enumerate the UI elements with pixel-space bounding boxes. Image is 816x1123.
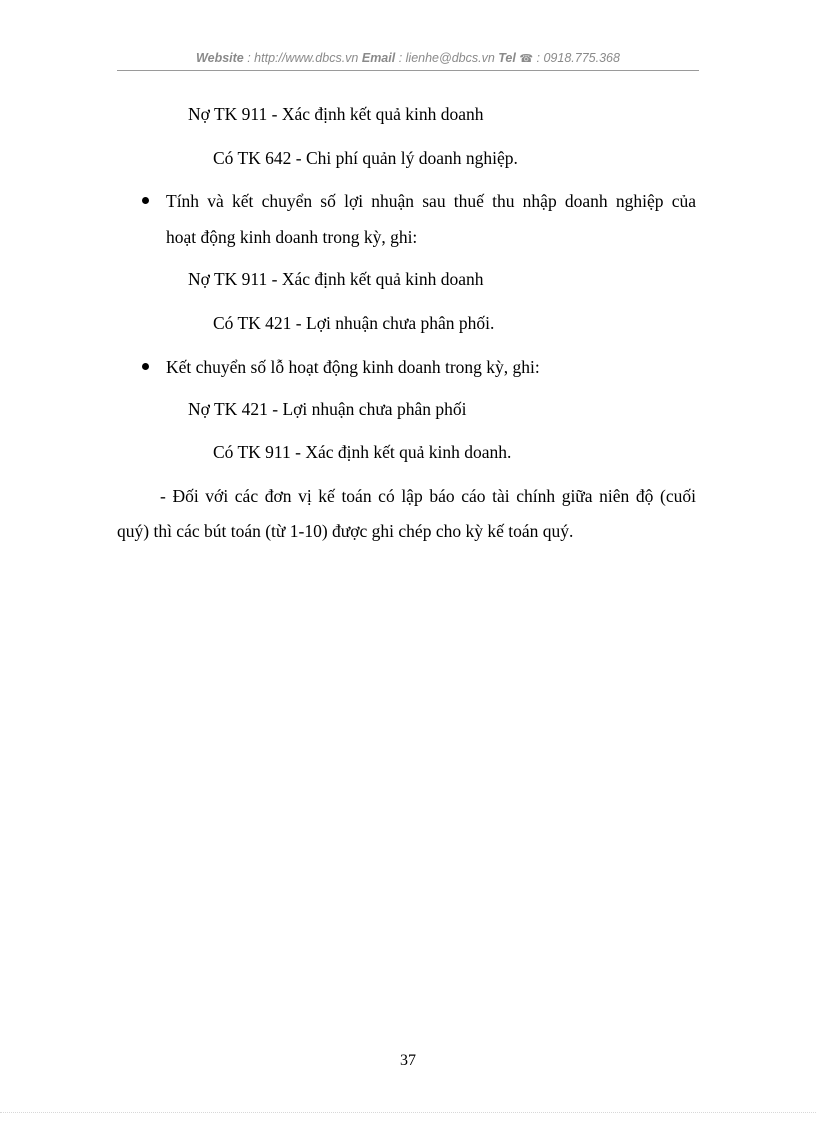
bullet-1-line-2: hoạt động kinh doanh trong kỳ, ghi: (166, 227, 418, 247)
tel-value: : 0918.775.368 (533, 51, 620, 65)
footer-divider (0, 1112, 816, 1113)
entry-debit-911-a: Nợ TK 911 - Xác định kết quả kinh doanh (188, 104, 484, 124)
bullet-dot (142, 363, 149, 370)
header-divider (117, 70, 699, 71)
entry-credit-911: Có TK 911 - Xác định kết quả kinh doanh. (213, 442, 512, 462)
paragraph-line-1: - Đối với các đơn vị kế toán có lập báo cáo tài chính giữa niên độ (cuối (160, 486, 696, 506)
tel-label: Tel (498, 51, 516, 65)
bullet-2-line-1: Kết chuyển số lỗ hoạt động kinh doanh trong kỳ, ghi: (166, 357, 540, 377)
paragraph-line-2: quý) thì các bút toán (từ 1-10) được ghi chép cho kỳ kế toán quý. (117, 521, 574, 541)
entry-debit-421: Nợ TK 421 - Lợi nhuận chưa phân phối (188, 399, 467, 419)
email-value: : lienhe@dbcs.vn (395, 51, 499, 65)
entry-credit-642: Có TK 642 - Chi phí quản lý doanh nghiệp. (213, 148, 518, 168)
email-label: Email (361, 51, 396, 65)
website-label: Website (196, 51, 244, 65)
entry-debit-911-b: Nợ TK 911 - Xác định kết quả kinh doanh (188, 269, 484, 289)
bullet-1-line-1: Tính và kết chuyển số lợi nhuận sau thuế thu nhập doanh nghiệp của (166, 191, 696, 211)
website-value: : http://www.dbcs.vn (243, 51, 362, 65)
page-number: 37 (400, 1052, 416, 1069)
page-header (0, 51, 816, 65)
bullet-dot (142, 197, 149, 204)
phone-icon: ☎ (519, 53, 534, 65)
entry-credit-421: Có TK 421 - Lợi nhuận chưa phân phối. (213, 313, 495, 333)
